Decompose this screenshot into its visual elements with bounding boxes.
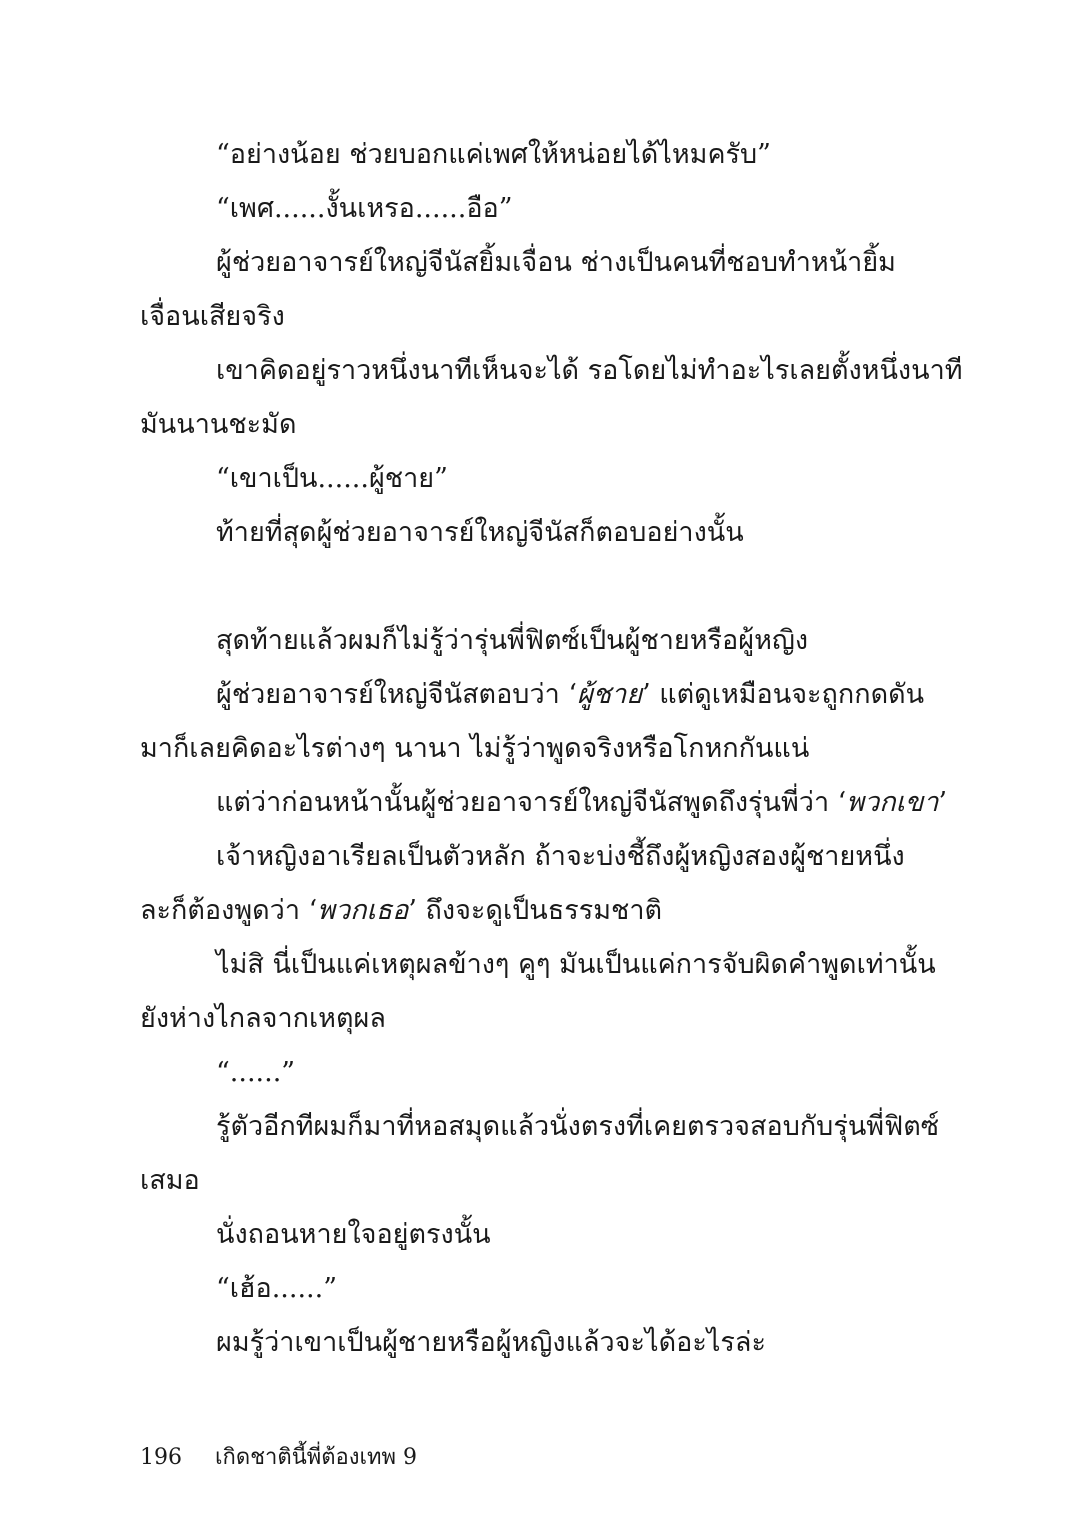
italic-word: ผู้ชาย: [576, 679, 643, 710]
text-line: [140, 668, 925, 722]
body-text: [140, 128, 963, 1370]
text-line: [140, 722, 885, 776]
page-footer: [140, 1438, 417, 1478]
text-segment: “เขาเป็น......ผู้ชาย”: [216, 463, 448, 494]
text-line: [140, 506, 885, 560]
book-title: เกิดชาตินี้พี่ต้องเทพ 9: [215, 1445, 417, 1470]
text-line: [140, 128, 885, 182]
text-segment: แต่ว่าก่อนหน้านั้นผู้ช่วยอาจารย์ใหญ่จีนัสพูดถึงรุ่นพี่ว่า ‘: [216, 787, 847, 818]
text-line: [140, 236, 896, 290]
text-segment: “เฮ้อ......”: [216, 1273, 338, 1304]
text-segment: “เพศ......งั้นเหรอ......อือ”: [216, 193, 513, 224]
text-line: [140, 1262, 885, 1316]
text-line: [140, 614, 885, 668]
text-segment: ท้ายที่สุดผู้ช่วยอาจารย์ใหญ่จีนัสก็ตอบอย่างนั้น: [216, 517, 744, 548]
text-line: [140, 398, 885, 452]
italic-word: พวกเขา: [846, 787, 939, 818]
text-line: [140, 1046, 885, 1100]
text-segment: ยังห่างไกลจากเหตุผล: [140, 1003, 386, 1034]
text-line: [140, 182, 885, 236]
text-segment: “......”: [216, 1057, 296, 1088]
text-segment: เสมอ: [140, 1165, 200, 1196]
text-segment: เจ้าหญิงอาเรียลเป็นตัวหลัก ถ้าจะบ่งชี้ถึงผู้หญิงสองผู้ชายหนึ่ง: [216, 841, 905, 872]
text-segment: ผู้ช่วยอาจารย์ใหญ่จีนัสยิ้มเจื่อน ช่างเป็นคนที่ชอบทำหน้ายิ้ม: [216, 247, 896, 278]
text-line: [140, 290, 885, 344]
text-segment: ไม่สิ นี่เป็นแค่เหตุผลข้างๆ คูๆ มันเป็นแค่การจับผิดคำพูดเท่านั้น: [216, 949, 936, 980]
text-segment: ’: [938, 787, 948, 818]
text-line: [140, 344, 963, 398]
text-segment: “อย่างน้อย ช่วยบอกแค่เพศให้หน่อยได้ไหมครับ”: [216, 139, 771, 170]
text-segment: รู้ตัวอีกทีผมก็มาที่หอสมุดแล้วนั่งตรงที่เคยตรวจสอบกับรุ่นพี่ฟิตซ์: [216, 1111, 940, 1142]
text-segment: มันนานชะมัด: [140, 409, 297, 440]
text-segment: ผู้ช่วยอาจารย์ใหญ่จีนัสตอบว่า ‘: [216, 679, 577, 710]
text-segment: เจื่อนเสียจริง: [140, 301, 285, 332]
text-segment: ’ ถึงจะดูเป็นธรรมชาติ: [408, 895, 663, 926]
text-segment: ละก็ต้องพูดว่า ‘: [140, 895, 318, 926]
text-line: [140, 992, 885, 1046]
text-segment: นั่งถอนหายใจอยู่ตรงนั้น: [216, 1219, 491, 1250]
text-line: [140, 776, 948, 830]
text-segment: สุดท้ายแล้วผมก็ไม่รู้ว่ารุ่นพี่ฟิตซ์เป็นผู้ชายหรือผู้หญิง: [216, 625, 809, 656]
text-segment: ’ แต่ดูเหมือนจะถูกกดดัน: [642, 679, 925, 710]
text-line: [140, 938, 936, 992]
page-number: 196: [140, 1445, 182, 1470]
italic-word: พวกเธอ: [317, 895, 409, 926]
text-line: [140, 1208, 885, 1262]
text-line: [140, 830, 905, 884]
blank-line: [140, 560, 885, 614]
text-segment: เขาคิดอยู่ราวหนึ่งนาทีเห็นจะได้ รอโดยไม่ทำอะไรเลยตั้งหนึ่งนาที: [216, 355, 963, 386]
text-segment: ผมรู้ว่าเขาเป็นผู้ชายหรือผู้หญิงแล้วจะได้อะไรล่ะ: [216, 1327, 766, 1358]
text-line: [140, 1100, 940, 1154]
text-line: [140, 884, 885, 938]
text-line: [140, 1316, 885, 1370]
text-segment: มาก็เลยคิดอะไรต่างๆ นานา ไม่รู้ว่าพูดจริงหรือโกหกกันแน่: [140, 733, 810, 764]
text-line: [140, 452, 885, 506]
text-line: [140, 1154, 885, 1208]
